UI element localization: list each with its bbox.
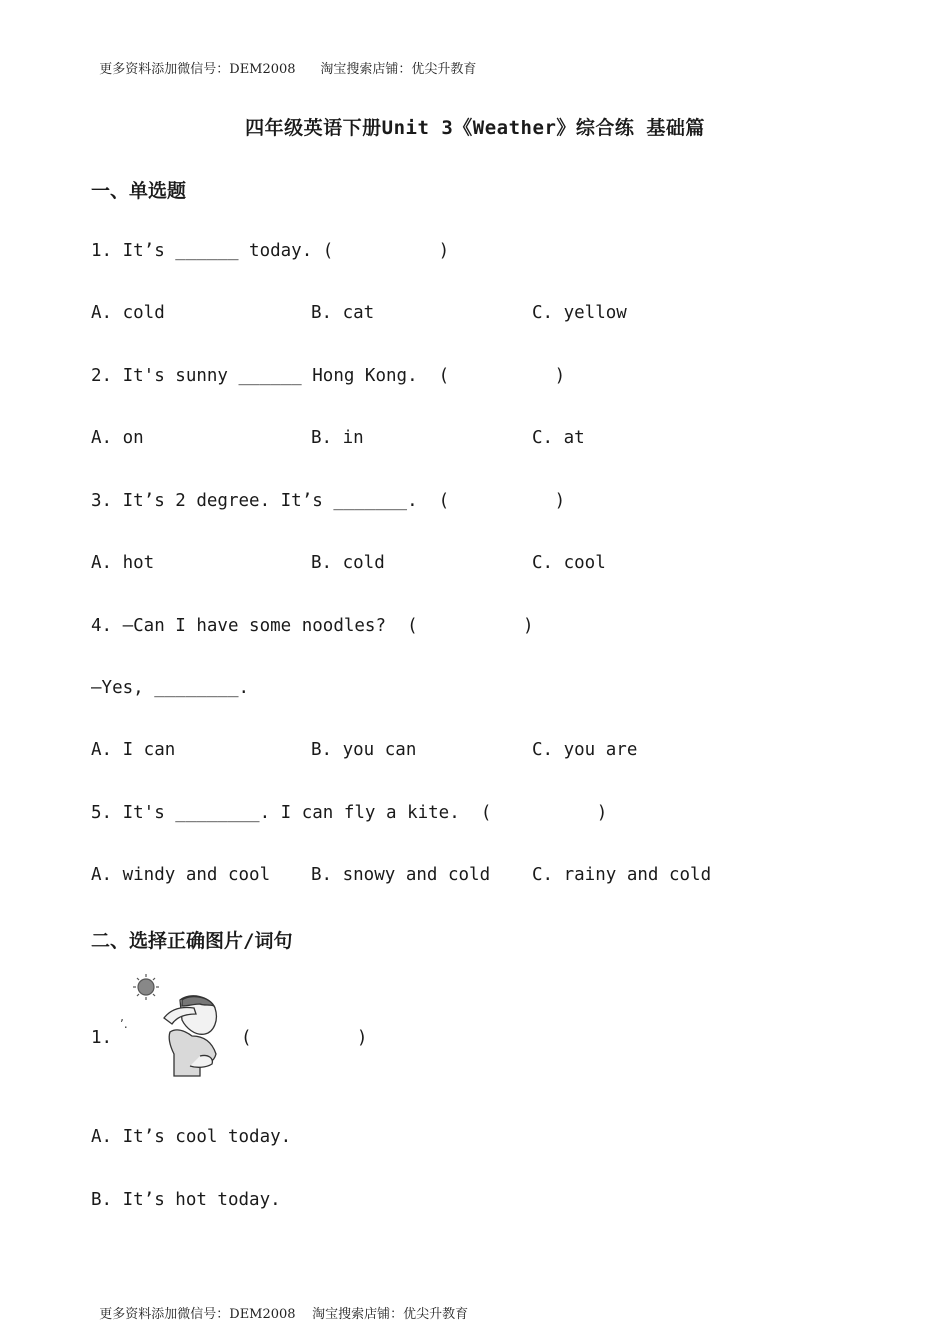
section-1-heading: 一、单选题 (91, 180, 187, 202)
picture-q1-option-a: A. It’s cool today. (91, 1127, 292, 1147)
hot-sun-boy-illustration (120, 970, 230, 1080)
q3-option-c: C. cool (532, 553, 606, 573)
q3-option-a: A. hot (91, 553, 155, 573)
question-4-reply: —Yes, ________. (91, 678, 250, 698)
q2-option-c: C. at (532, 428, 585, 448)
q4-option-a: A. I can (91, 740, 176, 760)
picture-q1-option-b: B. It’s hot today. (91, 1190, 281, 1210)
q5-option-c: C. rainy and cold (532, 865, 712, 885)
q5-option-b: B. snowy and cold (311, 865, 491, 885)
question-1-stem: 1. It’s ______ today. ( ) (91, 241, 450, 261)
page-title: 四年级英语下册Unit 3《Weather》综合练 基础篇 (245, 117, 705, 139)
svg-text:ʼ.: ʼ. (120, 1017, 128, 1031)
picture-question-1-answer-paren: ( ) (241, 1028, 368, 1048)
header-contact (91, 43, 476, 77)
boy-figure (164, 996, 216, 1076)
q1-option-a: A. cold (91, 303, 165, 323)
footer-contact (91, 1288, 468, 1322)
question-4-stem: 4. —Can I have some noodles? ( ) (91, 616, 534, 636)
q5-option-a: A. windy and cool (91, 865, 271, 885)
footer-wechat: 更多资料添加微信号：DEM2008 (99, 1307, 296, 1322)
q1-option-c: C. yellow (532, 303, 627, 323)
header-shop: 淘宝搜索店铺：优尖升教育 (320, 62, 477, 77)
header-wechat: 更多资料添加微信号：DEM2008 (99, 62, 296, 77)
q2-option-b: B. in (311, 428, 364, 448)
question-3-stem: 3. It’s 2 degree. It’s _______. ( ) (91, 491, 566, 511)
picture-question-1-number: 1. (91, 1028, 113, 1048)
question-2-stem: 2. It's sunny ______ Hong Kong. ( ) (91, 366, 566, 386)
sun-icon (133, 974, 159, 1000)
q2-option-a: A. on (91, 428, 144, 448)
section-2-heading: 二、选择正确图片/词句 (91, 930, 293, 952)
q4-option-c: C. you are (532, 740, 638, 760)
question-5-stem: 5. It's ________. I can fly a kite. ( ) (91, 803, 608, 823)
footer-shop: 淘宝搜索店铺：优尖升教育 (312, 1307, 469, 1322)
q4-option-b: B. you can (311, 740, 417, 760)
q1-option-b: B. cat (311, 303, 375, 323)
q3-option-b: B. cold (311, 553, 385, 573)
